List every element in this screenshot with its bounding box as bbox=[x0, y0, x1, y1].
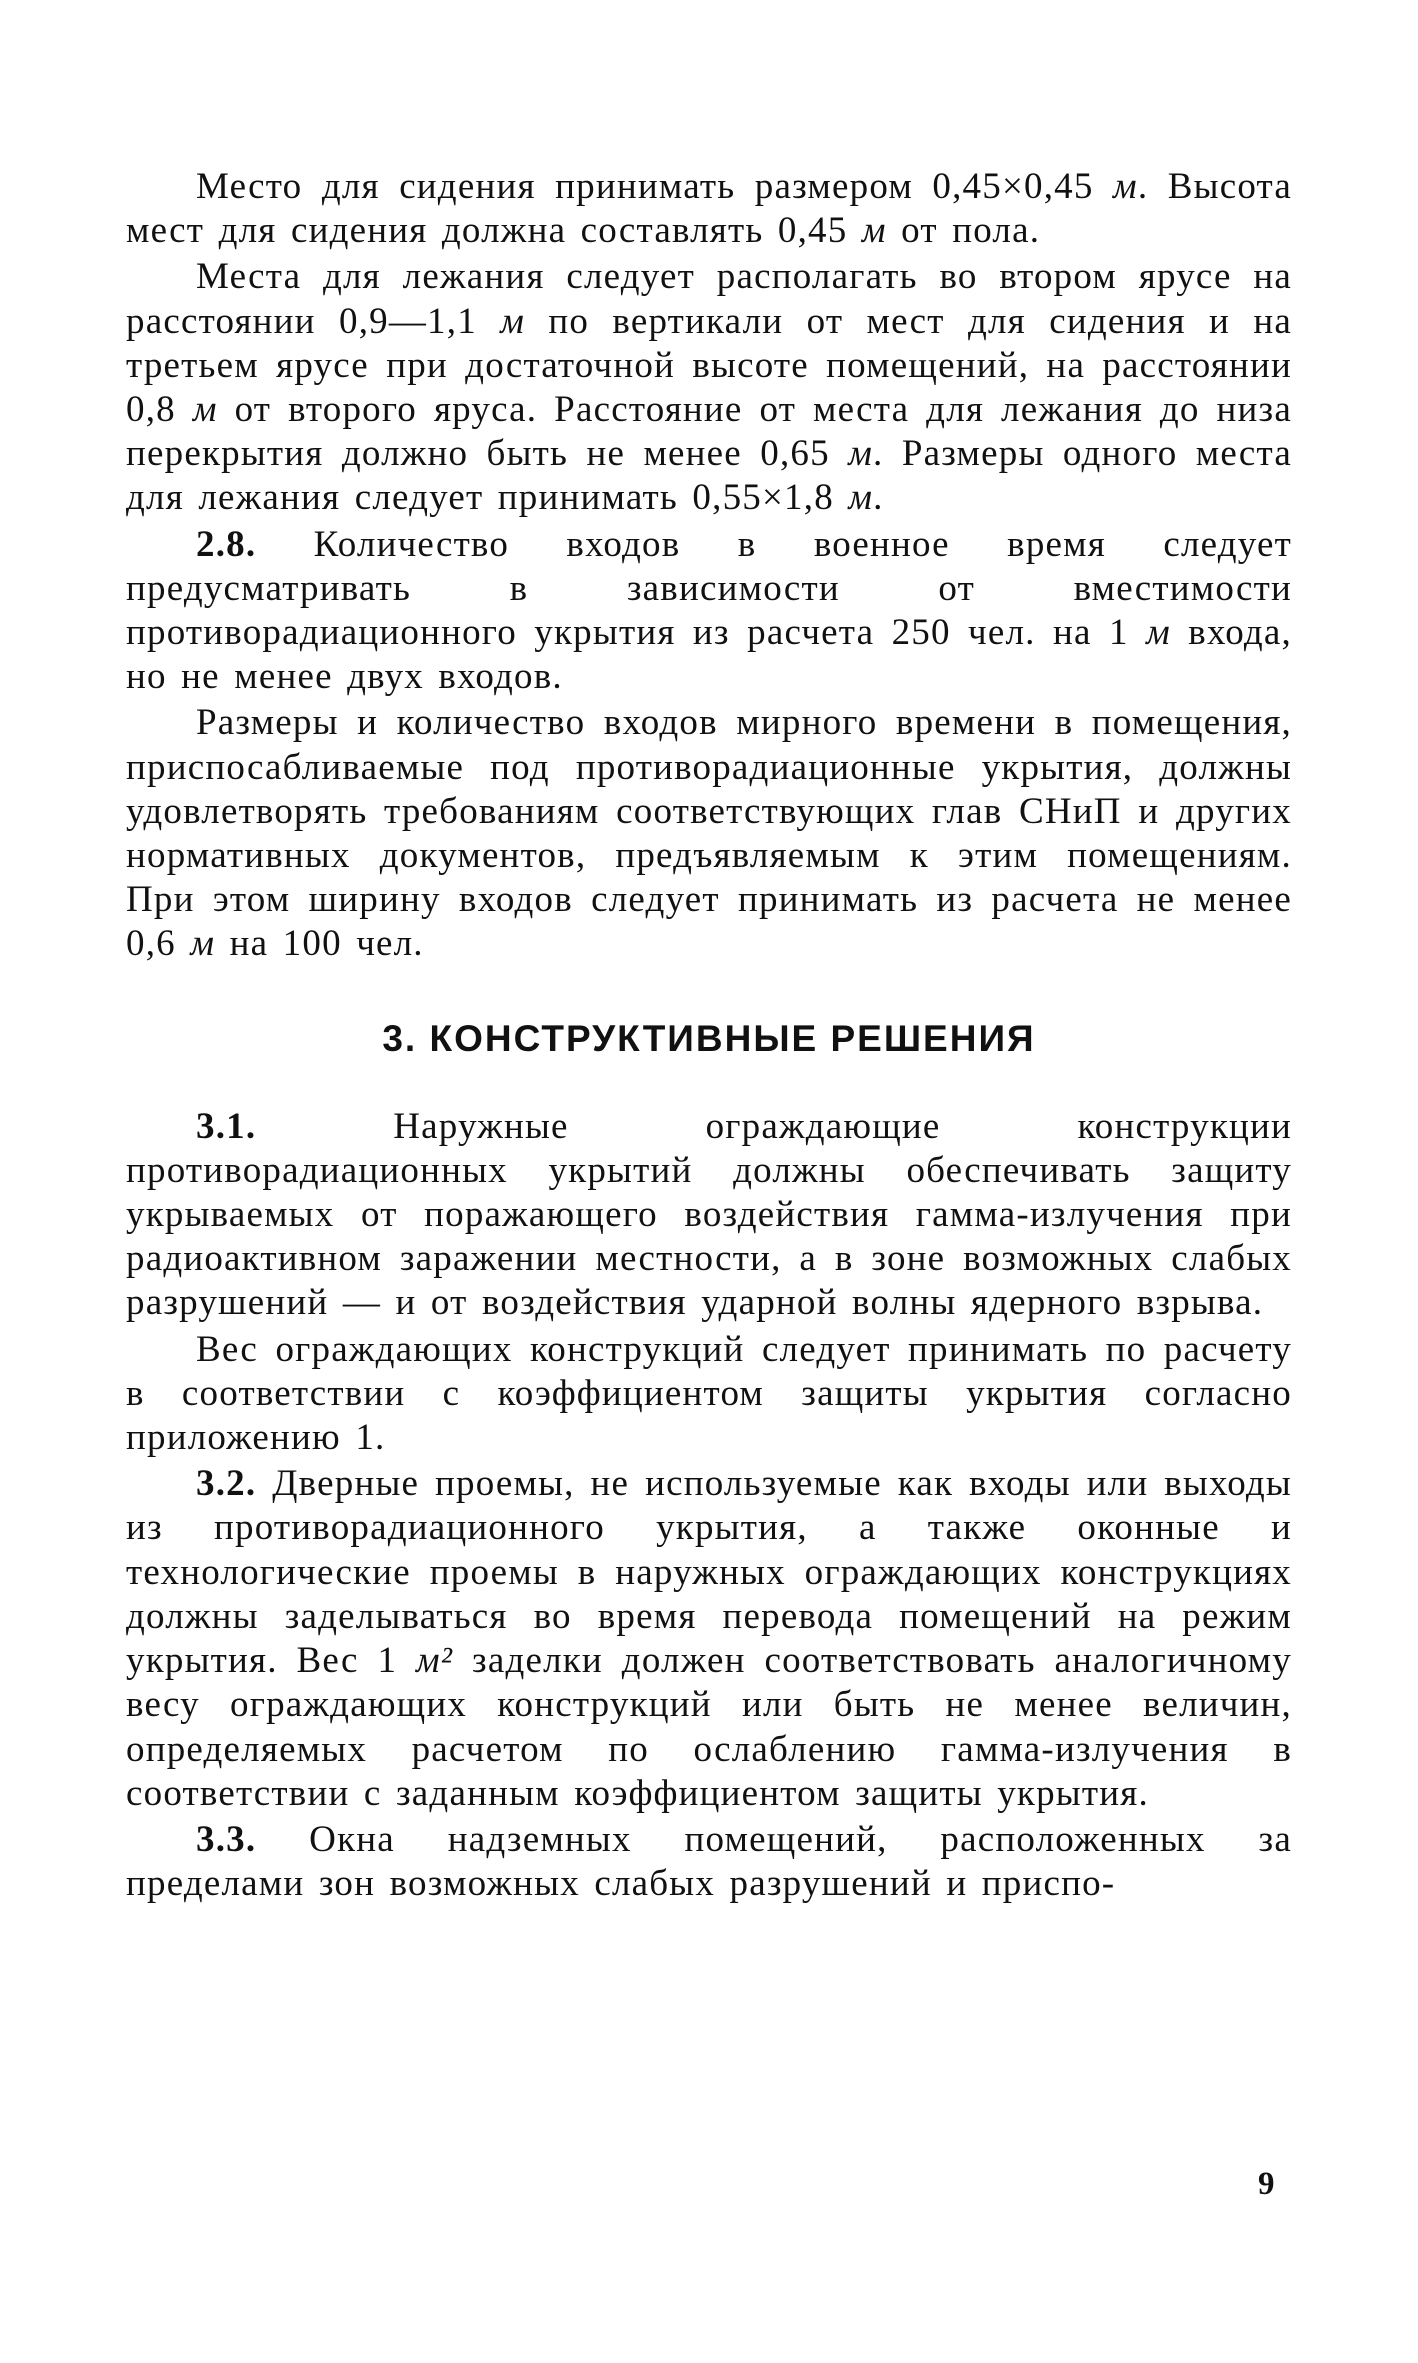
text-run: . Размеры одного места для лежания следует принимать 0,55×1,8 bbox=[126, 433, 1292, 519]
text-run: Место для сидения принимать размером 0,45×0,45 bbox=[196, 166, 1114, 207]
unit-symbol: м² bbox=[416, 1640, 454, 1682]
page-number: 9 bbox=[1258, 2166, 1275, 2202]
clause-number: 2.8. bbox=[196, 523, 257, 565]
paragraph bbox=[126, 701, 1292, 966]
text-run: Места для лежания следует располагать во втором ярусе на расстоянии 0,9—1,1 bbox=[126, 256, 1292, 342]
text-run: Дверные проемы, не используемые как входы или выходы из противорадиационного укрытия, а также оконные и технологические проемы в наружных ограждающих конструкциях должны заделываться во время перевода помещений на режим укрытия. Вес 1 bbox=[126, 1463, 1292, 1682]
text-run: Размеры и количество входов мирного времени в помещения, приспосабливаемые под противорадиационные укрытия, должны удовлетворять требованиям соответствующих глав СНиП и других нормативных документов, предъявляемым к этим помещениям. При этом ширину входов следует принимать из расчета не менее 0,6 bbox=[126, 702, 1292, 965]
paragraph bbox=[126, 165, 1292, 253]
unit-symbol: м bbox=[848, 433, 874, 475]
paragraph bbox=[126, 1328, 1292, 1461]
text-run: . bbox=[873, 477, 884, 519]
text-run: от второго яруса. Расстояние от места для лежания до низа перекрытия должно быть не менее 0,65 bbox=[126, 389, 1292, 475]
unit-symbol: м bbox=[848, 477, 874, 519]
text-run: Наружные ограждающие конструкции противорадиационных укрытий должны обеспечивать защиту укрываемых от поражающего воздействия гамма-излучения при радиоактивном заражении местности, а в зоне возможных слабых разрушений — и от воздействия ударной волны ядерного взрыва. bbox=[126, 1105, 1292, 1324]
paragraph bbox=[126, 523, 1292, 700]
paragraphs-top bbox=[126, 165, 1292, 967]
text-run: Вес ограждающих конструкций следует принимать по расчету в соответствии с коэффициентом защиты укрытия согласно приложению 1. bbox=[126, 1328, 1292, 1459]
paragraph bbox=[126, 1105, 1292, 1326]
section-heading: 3. КОНСТРУКТИВНЫЕ РЕШЕНИЯ bbox=[382, 1017, 1036, 1059]
text-run: заделки должен соответствовать аналогичному весу ограждающих конструкций или быть не менее величин, определяемых расчетом по ослаблению гамма-излучения в соответствии с заданным коэффициентом защиты укрытия. bbox=[126, 1640, 1292, 1814]
text-run: Количество входов в военное время следует предусматривать в зависимости от вместимости противорадиационного укрытия из расчета 250 чел. на 1 bbox=[126, 523, 1292, 654]
clause-number: 3.2. bbox=[196, 1463, 257, 1505]
unit-symbol: м bbox=[1113, 166, 1138, 207]
paragraphs-bottom bbox=[126, 1105, 1292, 1907]
unit-symbol: м bbox=[192, 389, 218, 431]
text-run: на 100 чел. bbox=[215, 923, 424, 965]
text-run: Окна надземных помещений, расположенных за пределами зон возможных слабых разрушений и приспо- bbox=[126, 1818, 1292, 1905]
text-run: . Высота мест для сидения должна составлять 0,45 bbox=[126, 166, 1292, 252]
unit-symbol: м bbox=[190, 923, 216, 965]
unit-symbol: м bbox=[500, 300, 526, 342]
text-run: по вертикали от мест для сидения и на третьем ярусе при достаточной высоте помещений, на расстоянии 0,8 bbox=[126, 300, 1292, 431]
clause-number: 3.1. bbox=[196, 1105, 257, 1147]
text-run: от пола. bbox=[886, 210, 1041, 252]
unit-symbol: м bbox=[1146, 612, 1171, 654]
paragraph bbox=[126, 255, 1292, 520]
unit-symbol: м bbox=[861, 210, 887, 252]
paragraph bbox=[126, 1818, 1292, 1906]
page-body bbox=[126, 165, 1292, 1906]
paragraph bbox=[126, 1462, 1292, 1816]
text-run: входа, но не менее двух входов. bbox=[126, 612, 1292, 698]
clause-number: 3.3. bbox=[196, 1818, 257, 1860]
